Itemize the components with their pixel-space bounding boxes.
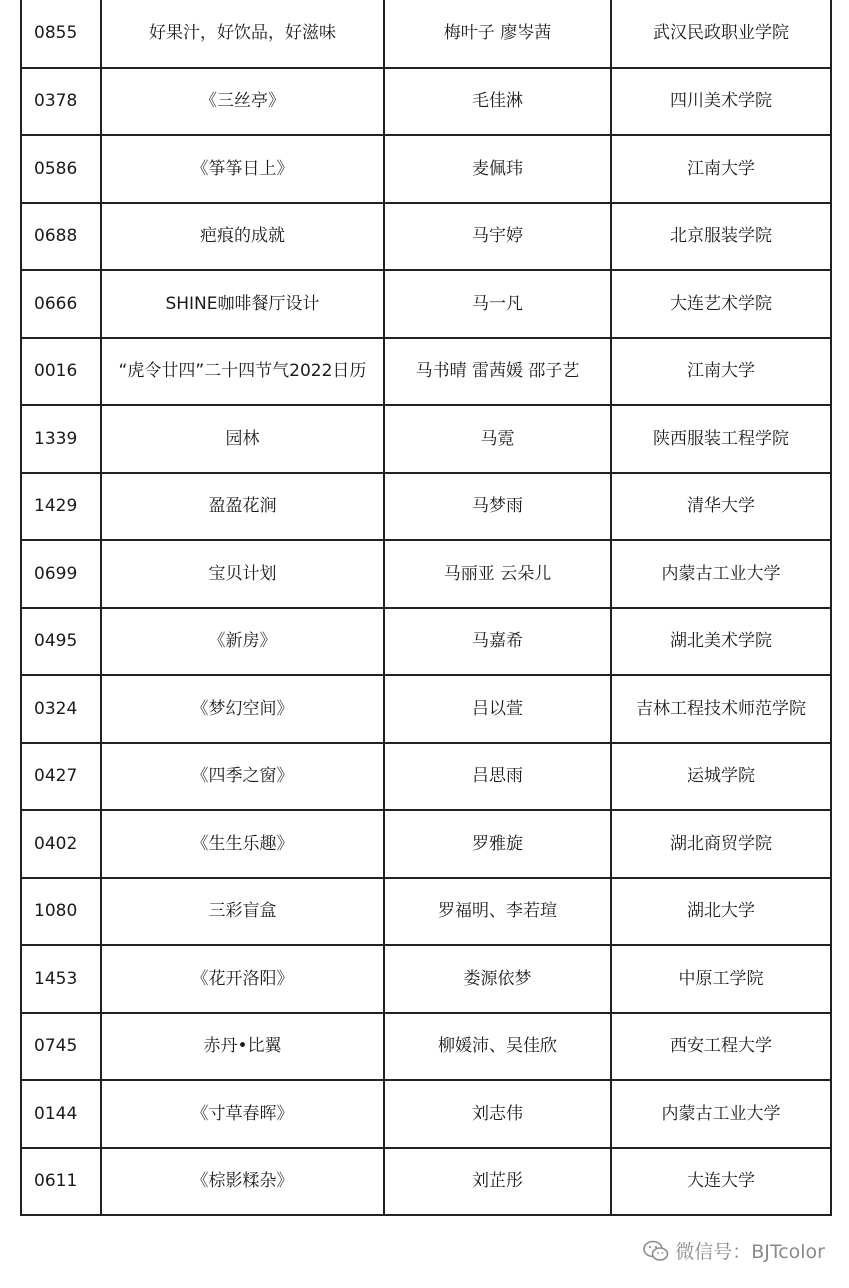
table-row: [21, 1148, 831, 1216]
author-cell: 柳媛沛、吴佳欣: [384, 1013, 611, 1081]
table-row: [21, 1013, 831, 1081]
work-title-cell: 赤丹•比翼: [101, 1013, 384, 1081]
entry-id-cell: 0688: [21, 203, 101, 271]
entry-id-cell: 0378: [21, 68, 101, 136]
results-table: [20, 0, 832, 1216]
school-cell: 中原工学院: [611, 945, 831, 1013]
table-row: [21, 810, 831, 878]
work-title-cell: 《筝筝日上》: [101, 135, 384, 203]
entry-id-cell: 0745: [21, 1013, 101, 1081]
table-row: [21, 1080, 831, 1148]
author-cell: 马书晴 雷茜媛 邵子艺: [384, 338, 611, 406]
work-title-cell: 疤痕的成就: [101, 203, 384, 271]
table-row: [21, 270, 831, 338]
author-cell: 娄源依梦: [384, 945, 611, 1013]
entry-id-cell: 0495: [21, 608, 101, 676]
table-row: [21, 540, 831, 608]
entry-id-cell: 1080: [21, 878, 101, 946]
author-cell: 马嘉希: [384, 608, 611, 676]
author-cell: 吕以萱: [384, 675, 611, 743]
results-table-body: [21, 0, 831, 1215]
work-title-cell: 园林: [101, 405, 384, 473]
school-cell: 西安工程大学: [611, 1013, 831, 1081]
work-title-cell: 盈盈花涧: [101, 473, 384, 541]
school-cell: 大连艺术学院: [611, 270, 831, 338]
school-cell: 大连大学: [611, 1148, 831, 1216]
work-title-cell: “虎令廿四”二十四节气2022日历: [101, 338, 384, 406]
author-cell: 罗福明、李若瑄: [384, 878, 611, 946]
entry-id-cell: 1453: [21, 945, 101, 1013]
results-table-container: [20, 0, 830, 1216]
author-cell: 马一凡: [384, 270, 611, 338]
school-cell: 清华大学: [611, 473, 831, 541]
school-cell: 吉林工程技术师范学院: [611, 675, 831, 743]
author-cell: 吕思雨: [384, 743, 611, 811]
school-cell: 湖北美术学院: [611, 608, 831, 676]
author-cell: 毛佳淋: [384, 68, 611, 136]
school-cell: 运城学院: [611, 743, 831, 811]
work-title-cell: 《新房》: [101, 608, 384, 676]
school-cell: 湖北商贸学院: [611, 810, 831, 878]
entry-id-cell: 0402: [21, 810, 101, 878]
watermark: [641, 1237, 827, 1264]
entry-id-cell: 1339: [21, 405, 101, 473]
author-cell: 罗雅旋: [384, 810, 611, 878]
table-row: [21, 405, 831, 473]
school-cell: 内蒙古工业大学: [611, 1080, 831, 1148]
entry-id-cell: 0016: [21, 338, 101, 406]
entry-id-cell: 0427: [21, 743, 101, 811]
table-row: [21, 743, 831, 811]
entry-id-cell: 0586: [21, 135, 101, 203]
table-row: [21, 473, 831, 541]
table-row: [21, 338, 831, 406]
entry-id-cell: 0611: [21, 1148, 101, 1216]
author-cell: 刘志伟: [384, 1080, 611, 1148]
work-title-cell: 《花开洛阳》: [101, 945, 384, 1013]
work-title-cell: 宝贝计划: [101, 540, 384, 608]
school-cell: 陕西服装工程学院: [611, 405, 831, 473]
school-cell: 北京服装学院: [611, 203, 831, 271]
watermark-text: 微信号：BJTcolor: [675, 1241, 825, 1263]
entry-id-cell: 0144: [21, 1080, 101, 1148]
work-title-cell: 《四季之窗》: [101, 743, 384, 811]
school-cell: 四川美术学院: [611, 68, 831, 136]
work-title-cell: 《棕影糅杂》: [101, 1148, 384, 1216]
table-row: [21, 675, 831, 743]
table-row: [21, 135, 831, 203]
entry-id-cell: 1429: [21, 473, 101, 541]
work-title-cell: 《梦幻空间》: [101, 675, 384, 743]
school-cell: 江南大学: [611, 135, 831, 203]
school-cell: 内蒙古工业大学: [611, 540, 831, 608]
table-row: [21, 203, 831, 271]
school-cell: 湖北大学: [611, 878, 831, 946]
work-title-cell: 《三丝亭》: [101, 68, 384, 136]
author-cell: 马宇婷: [384, 203, 611, 271]
entry-id-cell: 0855: [21, 0, 101, 68]
table-row: [21, 608, 831, 676]
wechat-icon: [643, 1240, 669, 1262]
author-cell: 麦佩玮: [384, 135, 611, 203]
work-title-cell: 好果汁，好饮品，好滋味: [101, 0, 384, 68]
author-cell: 马梦雨: [384, 473, 611, 541]
author-cell: 梅叶子 廖岑茜: [384, 0, 611, 68]
work-title-cell: 《寸草春晖》: [101, 1080, 384, 1148]
school-cell: 武汉民政职业学院: [611, 0, 831, 68]
table-row: [21, 945, 831, 1013]
author-cell: 马丽亚 云朵儿: [384, 540, 611, 608]
work-title-cell: 三彩盲盒: [101, 878, 384, 946]
entry-id-cell: 0324: [21, 675, 101, 743]
school-cell: 江南大学: [611, 338, 831, 406]
table-row: [21, 0, 831, 68]
entry-id-cell: 0699: [21, 540, 101, 608]
author-cell: 刘芷彤: [384, 1148, 611, 1216]
table-row: [21, 878, 831, 946]
author-cell: 马霓: [384, 405, 611, 473]
table-row: [21, 68, 831, 136]
work-title-cell: 《生生乐趣》: [101, 810, 384, 878]
entry-id-cell: 0666: [21, 270, 101, 338]
work-title-cell: SHINE咖啡餐厅设计: [101, 270, 384, 338]
